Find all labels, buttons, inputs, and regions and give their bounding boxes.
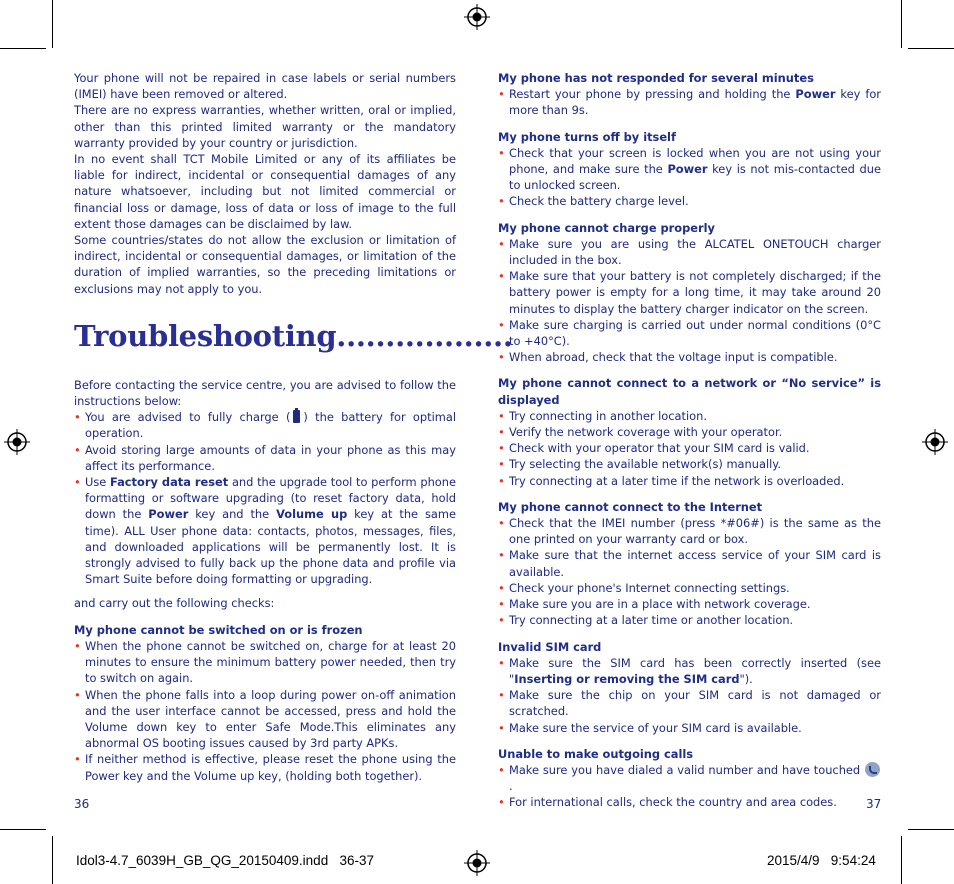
carry-out-text: and carry out the following checks:	[74, 596, 275, 611]
list-item: • Make sure that the internet access service of your SIM card is available.	[498, 547, 881, 579]
left-page	[74, 70, 513, 784]
page-title: Troubleshooting..................	[74, 318, 513, 353]
section-heading: My phone cannot connect to a network or “No service” is displayed	[498, 376, 881, 407]
battery-icon	[293, 410, 300, 423]
intro-text: Before contacting the service centre, you are advised to follow the instructions below:	[74, 377, 456, 409]
list-item: • Check your phone's Internet connecting settings.	[498, 580, 881, 596]
section-heading: My phone cannot charge properly	[498, 220, 715, 235]
list-item: • For international calls, check the country and area codes.	[498, 794, 881, 810]
crop-mark	[52, 836, 53, 884]
warranty-paragraph: In no event shall TCT Mobile Limited or any of its affiliates be liable for indirect, incidental or consequential damages of any nature whatsoever, including but not limited commercial or financial loss or damage, loss of data or loss of image to the full extent those damages can be disclaimed by law.	[74, 152, 456, 231]
list-item: • If neither method is effective, please reset the phone using the Power key and the Volume up key, (holding both together).	[74, 751, 456, 783]
list-item: • Make sure you are in a place with network coverage.	[498, 596, 881, 612]
list-item: • When the phone falls into a loop during power on-off animation and the user interface cannot be accessed, press and hold the Volume down key to enter Safe Mode.This eliminates any abnormal OS booting issues caused by 3rd party APKs.	[74, 687, 456, 752]
frozen-list	[74, 638, 456, 784]
footer-timestamp: 2015/4/9 9:54:24	[767, 853, 876, 868]
crop-mark	[0, 48, 46, 49]
section-heading: Invalid SIM card	[498, 639, 602, 654]
list-item: • Try connecting at a later time or another location.	[498, 612, 881, 628]
warranty-paragraph: Your phone will not be repaired in case labels or serial numbers (IMEI) have been removed or altered.	[74, 71, 456, 102]
section-heading: My phone turns off by itself	[498, 129, 676, 144]
list-item: • Make sure the chip on your SIM card is not damaged or scratched.	[498, 687, 881, 719]
list-item: • Make sure charging is carried out under normal conditions (0°C to +40°C).	[498, 317, 881, 349]
call-icon	[865, 762, 880, 777]
list-item: • You are advised to fully charge ( ) the battery for optimal operation.	[74, 409, 456, 441]
crop-mark	[52, 0, 53, 48]
crop-mark	[901, 836, 902, 884]
list-item: • Try connecting in another location.	[498, 408, 881, 424]
list-item: • When abroad, check that the voltage input is compatible.	[498, 349, 881, 365]
list-item: • Check that your screen is locked when you are not using your phone, and make sure the Power key is not mis-contacted due to unlocked screen.	[498, 145, 881, 194]
list-item: • Make sure you are using the ALCATEL ONETOUCH charger included in the box.	[498, 236, 881, 268]
list-item: • Make sure the SIM card has been correctly inserted (see "Inserting or removing the SIM card").	[498, 655, 881, 687]
list-item: • Try selecting the available network(s) manually.	[498, 456, 881, 472]
registration-mark-icon	[464, 850, 490, 876]
list-item: • Verify the network coverage with your operator.	[498, 424, 881, 440]
right-page	[498, 70, 881, 811]
list-item: • Check the battery charge level.	[498, 193, 881, 209]
warranty-paragraph: There are no express warranties, whether written, oral or implied, other than this printed limited warranty or the mandatory warranty provided by your country or jurisdiction.	[74, 103, 456, 150]
registration-mark-icon	[922, 429, 948, 455]
page-number: 36	[74, 797, 90, 811]
footer-filename: Idol3-4.7_6039H_GB_QG_20150409.indd 36-37	[76, 853, 374, 868]
registration-mark-icon	[4, 429, 30, 455]
section-heading: Unable to make outgoing calls	[498, 746, 694, 761]
list-item: • Check with your operator that your SIM card is valid.	[498, 440, 881, 456]
list-item: • Make sure that your battery is not completely discharged; if the battery power is empty for a long time, it may take around 20 minutes to display the battery charger indicator on the screen.	[498, 268, 881, 317]
list-item: • Restart your phone by pressing and holding the Power key for more than 9s.	[498, 86, 881, 118]
list-item: • Check that the IMEI number (press *#06#) is the same as the one printed on your warranty card or box.	[498, 515, 881, 547]
section-heading: My phone cannot connect to the Internet	[498, 499, 763, 514]
crop-mark	[908, 829, 954, 830]
list-item: • Avoid storing large amounts of data in your phone as this may affect its performance.	[74, 442, 456, 474]
crop-mark	[0, 829, 46, 830]
list-item: • Try connecting at a later time if the network is overloaded.	[498, 473, 881, 489]
list-item: • Make sure the service of your SIM card is available.	[498, 720, 881, 736]
list-item: • When the phone cannot be switched on, charge for at least 20 minutes to ensure the minimum battery power needed, then try to switch on again.	[74, 638, 456, 687]
list-item: • Use Factory data reset and the upgrade tool to perform phone formatting or software upgrading (to reset factory data, hold down the Power key and the Volume up key at the same time). ALL User phone data: contacts, photos, messages, files, and downloaded applications will be permanently lost. It is strongly advised to fully back up the phone data and profile via Smart Suite before doing formatting or upgrading.	[74, 474, 456, 587]
section-heading: My phone has not responded for several minutes	[498, 71, 814, 85]
registration-mark-icon	[464, 4, 490, 30]
page-number: 37	[866, 797, 882, 811]
intro-list	[74, 409, 456, 587]
section-heading: My phone cannot be switched on or is frozen	[74, 622, 363, 637]
crop-mark	[908, 48, 954, 49]
crop-mark	[901, 0, 902, 48]
list-item: • Make sure you have dialed a valid number and have touched .	[498, 762, 881, 794]
warranty-paragraph: Some countries/states do not allow the exclusion or limitation of indirect, incidental or consequential damages, or limitation of the duration of implied warranties, so the preceding limitations or exclusions may not apply to you.	[74, 233, 456, 296]
